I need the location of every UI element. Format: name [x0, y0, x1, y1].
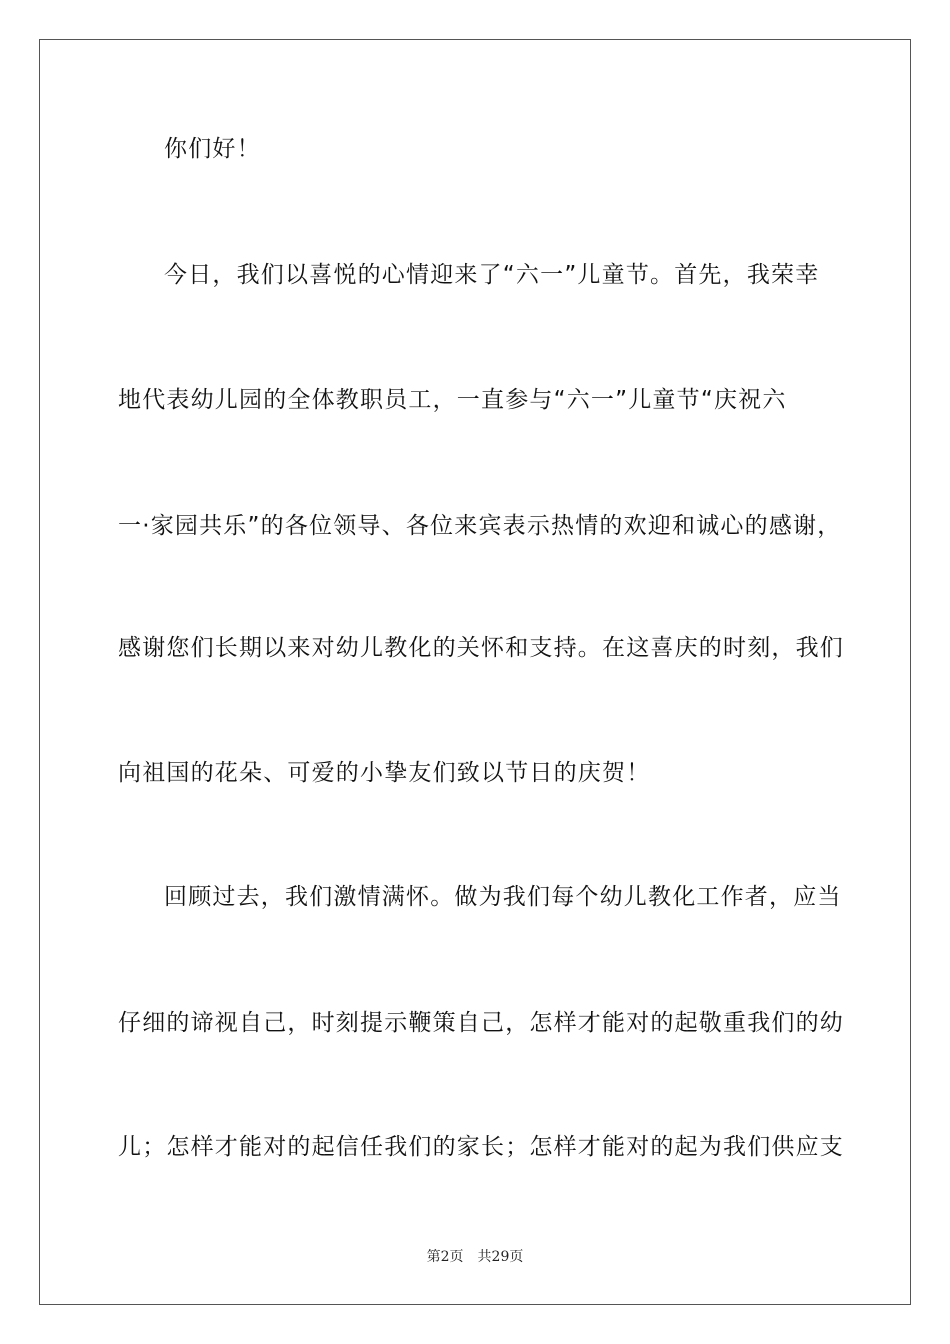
paragraph-line: 回顾过去，我们激情满怀。做为我们每个幼儿教化工作者，应当 — [164, 884, 842, 910]
paragraph-line: 今日，我们以喜悦的心情迎来了“六一”儿童节。首先，我荣幸 — [164, 262, 820, 288]
paragraph-line: 儿；怎样才能对的起信任我们的家长；怎样才能对的起为我们供应支 — [118, 1134, 844, 1160]
paragraph-line: 仔细的谛视自己，时刻提示鞭策自己，怎样才能对的起敬重我们的幼 — [118, 1010, 844, 1036]
page-footer — [0, 1248, 950, 1266]
page-number: 第2页 — [426, 1249, 464, 1265]
greeting-line: 你们好！ — [164, 136, 261, 162]
page-border — [39, 39, 911, 1305]
paragraph-line: 地代表幼儿园的全体教职员工，一直参与“六一”儿童节“庆祝六 — [118, 387, 787, 413]
paragraph-line: 一·家园共乐”的各位领导、各位来宾表示热情的欢迎和诚心的感谢， — [118, 513, 842, 539]
paragraph-line: 向祖国的花朵、可爱的小挚友们致以节日的庆贺！ — [118, 760, 651, 786]
page-total: 共29页 — [477, 1249, 524, 1265]
paragraph-line: 感谢您们长期以来对幼儿教化的关怀和支持。在这喜庆的时刻，我们 — [118, 635, 844, 661]
